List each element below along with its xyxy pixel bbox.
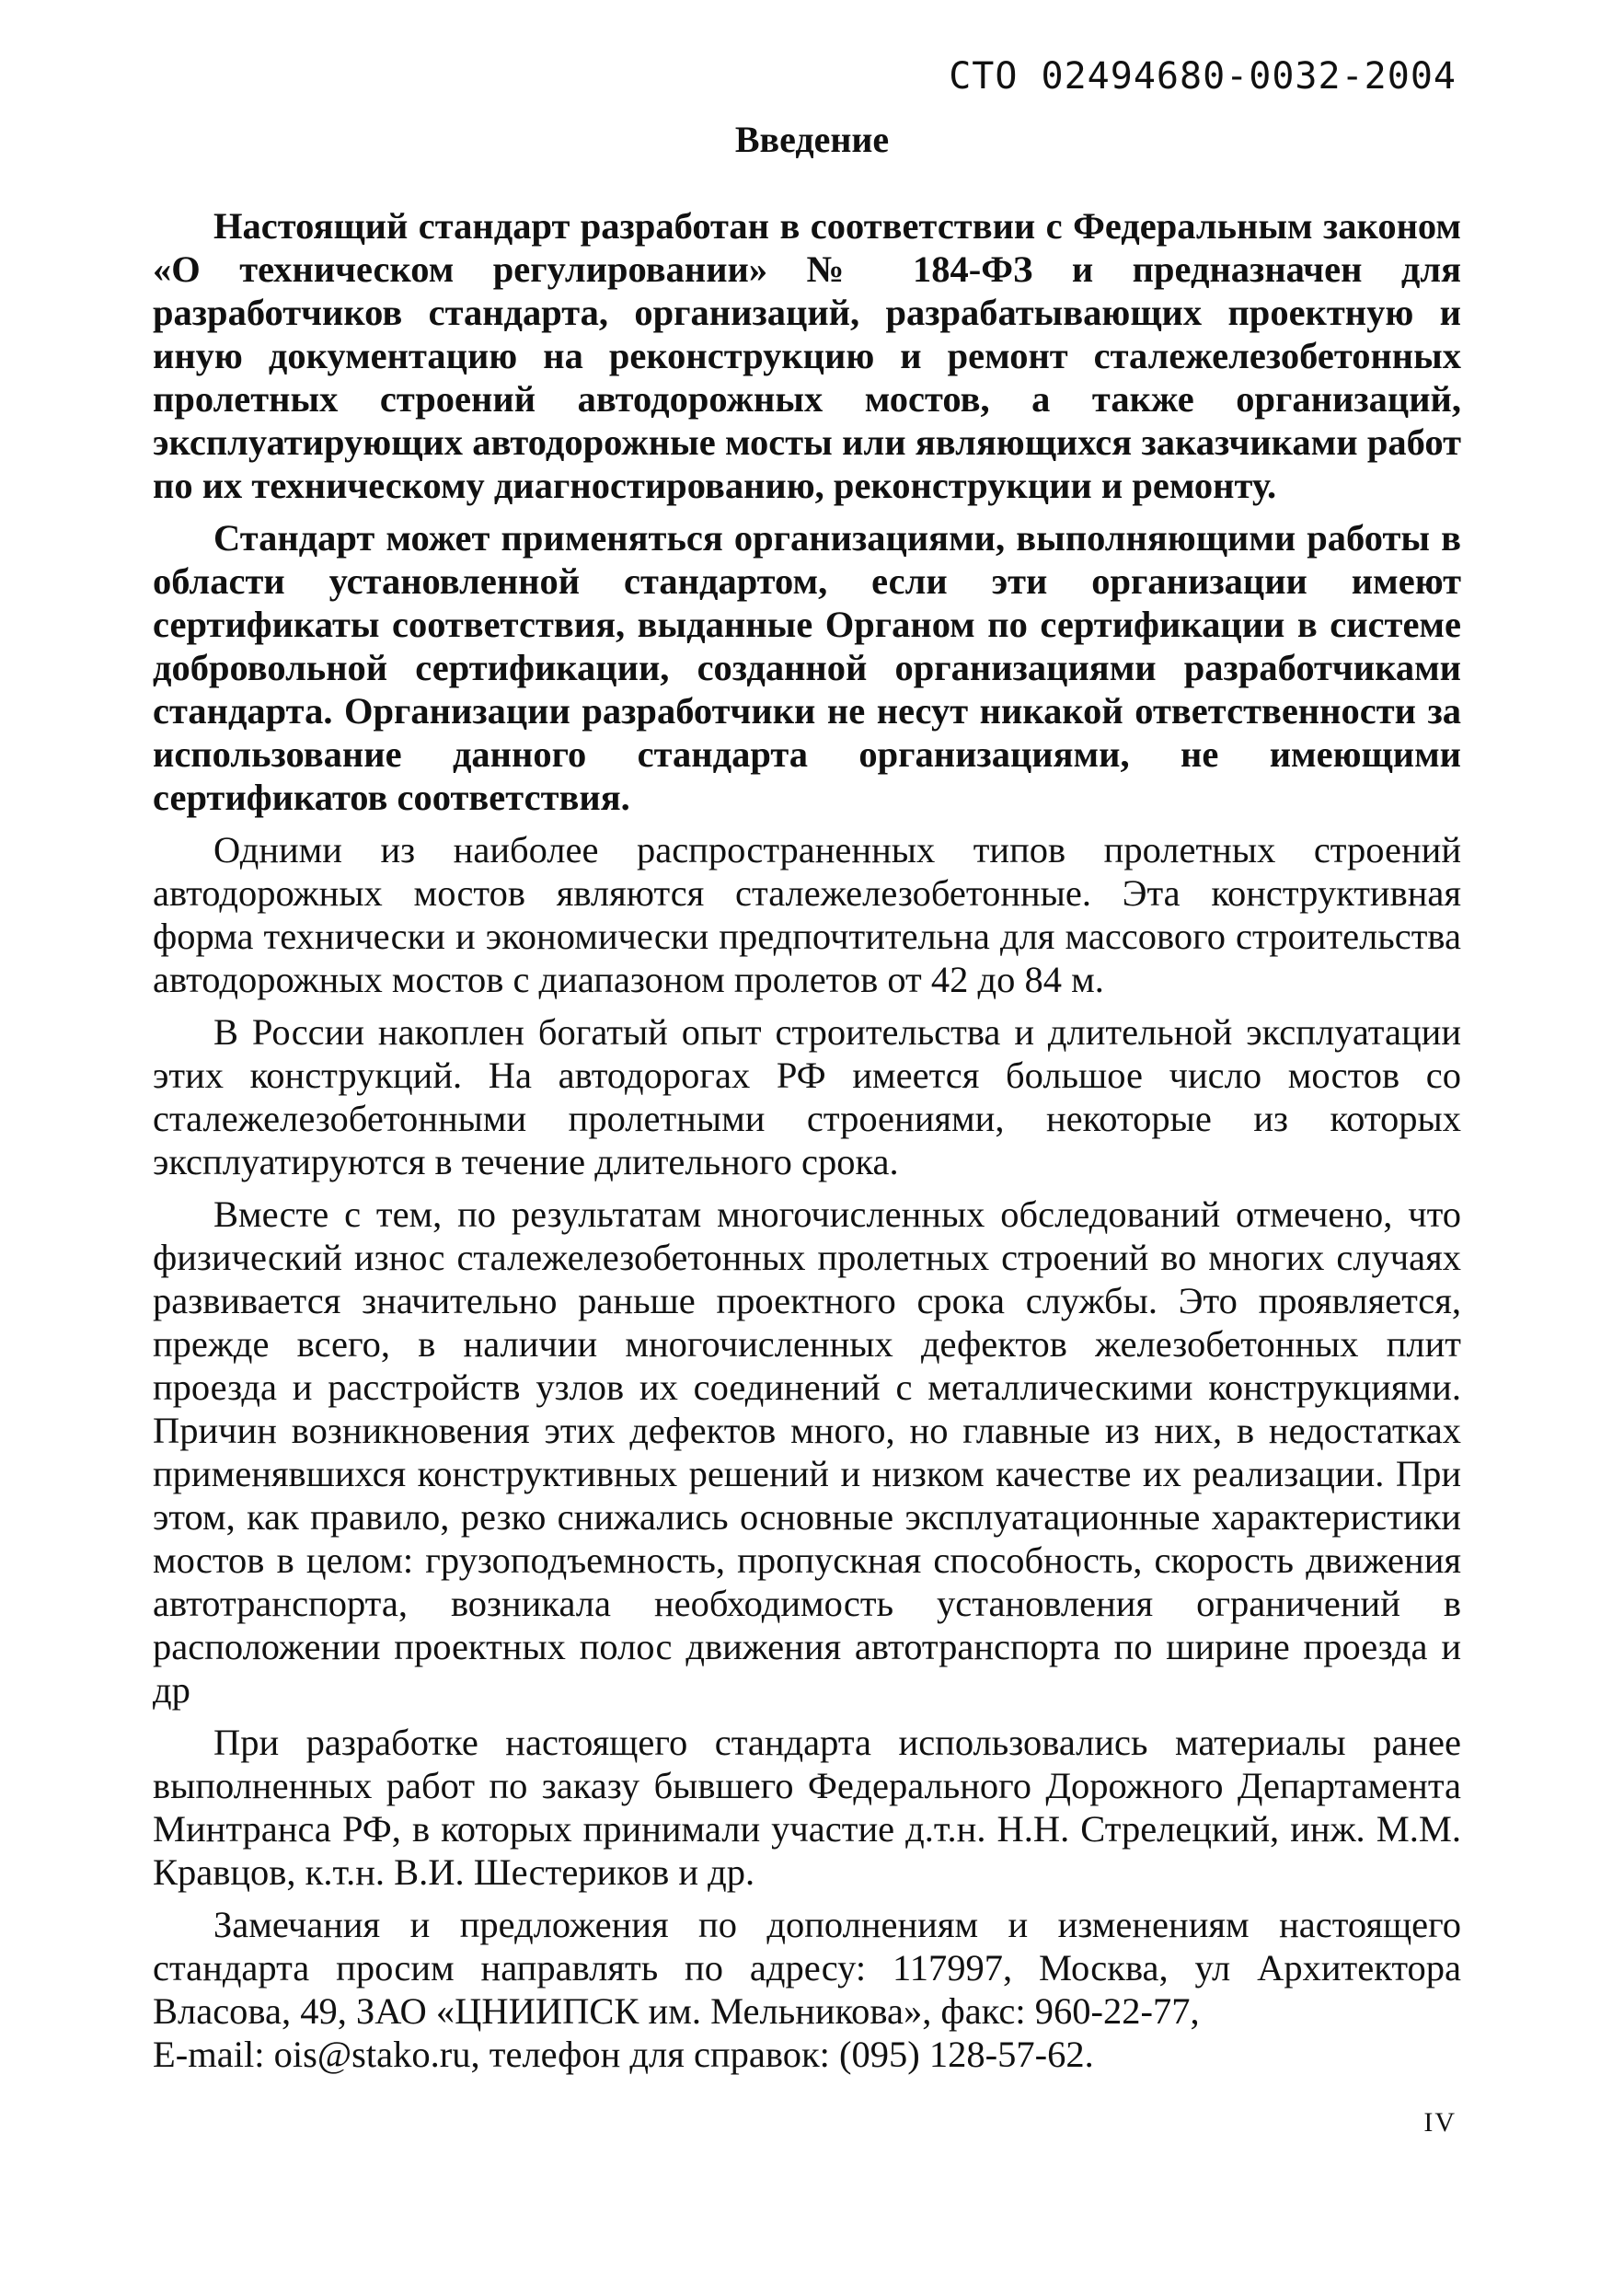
paragraph-russia-experience: В России накоплен богатый опыт строительства и длительной эксплуатации этих конструкций. На автодорогах РФ имеется большое число мостов со сталежелезобетонными пролетными строениями, некоторые из которых эксплуатируются в течение длительного срока. (153, 1011, 1461, 1182)
section-title: Введение (734, 119, 890, 160)
paragraph-materials: При разработке настоящего стандарта использовались материалы ранее выполненных работ по заказу бывшего Федерального Дорожного Департамента Минтранса РФ, в которых принимали участие д.т.н. Н.Н. Стрелецкий, инж. М.М. Кравцов, к.т.н. В.И. Шестериков и др. (153, 1722, 1461, 1893)
page-number: IV (1423, 2107, 1457, 2138)
email-label: E-mail: (153, 2034, 265, 2075)
paragraph-feedback: Замечания и предложения по дополнениям и изменениям настоящего стандарта просим направлять по адресу: 117997, Москва, ул Архитектора Власова, 49, ЗАО «ЦНИИПСК им. Мельникова», факс: 960-22-77, (153, 1904, 1461, 2032)
paragraph-bridge-types: Одними из наиболее распространенных типов пролетных строений автодорожных мостов являются сталежелезобетонные. Эта конструктивная форма технически и экономически предпочтительна для массового строительства автодорожных мостов с диапазоном пролетов от 42 до 84 м. (153, 829, 1461, 1000)
contact-line (153, 2033, 1461, 2076)
paragraph-purpose: Настоящий стандарт разработан в соответствии с Федеральным законом «О техническом регулировании» № 184-ФЗ и предназначен для разработчиков стандарта, организаций, разрабатывающих проектную и иную документацию на реконструкцию и ремонт сталежелезобетонных пролетных строений автодорожных мостов, а также организаций, эксплуатирующих автодорожные мосты или являющихся заказчиками работ по их техническому диагностированию, реконструкции и ремонту. (153, 205, 1461, 506)
paragraph-defects: Вместе с тем, по результатам многочисленных обследований отмечено, что физический износ сталежелезобетонных пролетных строений во многих случаях развивается значительно раньше проектного срока службы. Это проявляется, прежде всего, в наличии многочисленных дефектов железобетонных плит проезда и расстройств узлов их соединений с металлическими конструкциями. Причин возникновения этих дефектов много, но главные из них, в недостатках применявшихся конструктивных решений и низком качестве их реализации. При этом, как правило, резко снижались основные эксплуатационные характеристики мостов в целом: грузоподъемность, пропускная способность, скорость движения автотранспорта, возникала необходимость установления ограничений в расположении проектных полос движения автотранспорта по ширине проезда и др (153, 1193, 1461, 1711)
phone-text: , телефон для справок: (095) 128-57-62. (470, 2034, 1094, 2075)
document-code: СТО 02494680-0032-2004 (949, 55, 1457, 98)
email-address: ois@stako.ru (273, 2034, 471, 2075)
paragraph-usage: Стандарт может применяться организациями, выполняющими работы в области установленной стандартом, если эти организации имеют сертификаты соответствия, выданные Органом по сертификации в системе добровольной сертификации, созданной организациями разработчиками стандарта. Организации разработчики не несут никакой ответственности за использование данного стандарта организациями, не имеющими сертификатов соответствия. (153, 517, 1461, 818)
document-body (153, 204, 1461, 2076)
